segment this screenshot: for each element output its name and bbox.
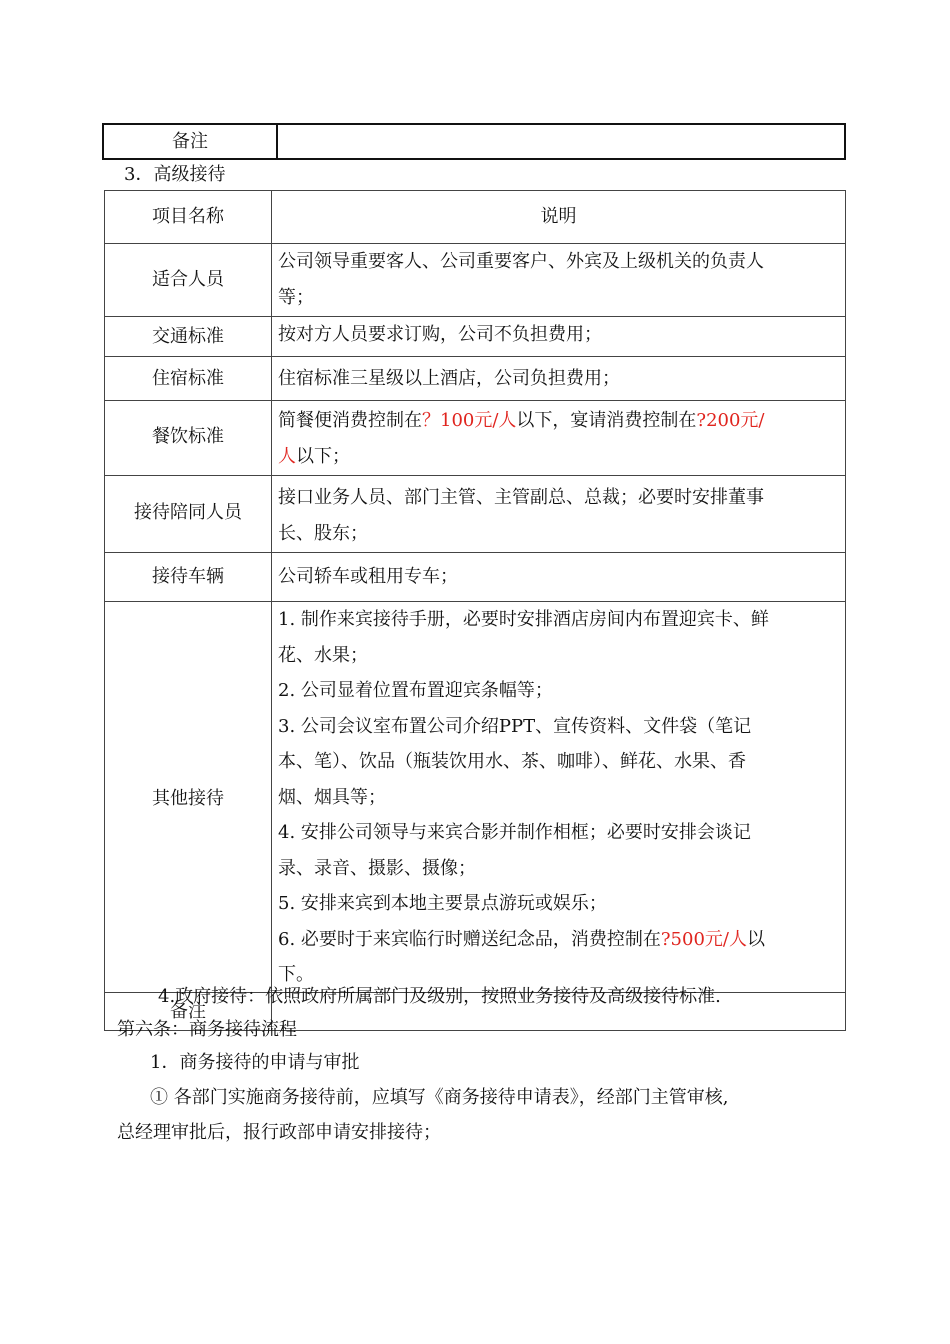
article-six-heading: 第六条：商务接待流程 — [117, 1019, 297, 1040]
price-highlight: ?200元/ — [696, 410, 765, 431]
description-line: 下。 — [278, 964, 314, 985]
description-line: 录、录音、摄影、摄像； — [278, 857, 476, 879]
row-description: 公司轿车或租用专车； — [272, 553, 846, 602]
table-row — [105, 317, 846, 357]
price-highlight: 人 — [278, 446, 296, 467]
description-line: 等； — [278, 287, 314, 308]
description-line — [278, 403, 841, 439]
text-span: 以下； — [296, 446, 350, 467]
description-line: 接口业务人员、部门主管、主管副总、总裁；必要时安排董事 — [278, 487, 764, 508]
paragraph-application-line2: 总经理审批后，报行政部申请安排接待； — [117, 1122, 441, 1143]
description-line: 1. 制作来宾接待手册，必要时安排酒店房间内布置迎宾卡、鲜 — [278, 609, 769, 630]
row-description — [272, 401, 846, 476]
row-name: 交通标准 — [105, 317, 272, 357]
row-name: 其他接待 — [105, 602, 272, 993]
paragraph-application-line1: ① 各部门实施商务接待前，应填写《商务接待申请表》，经部门主管审核, — [150, 1087, 729, 1108]
table-row — [105, 602, 846, 993]
header-item-name: 项目名称 — [105, 191, 272, 244]
description-line: 公司领导重要客人、公司重要客户、外宾及上级机关的负责人 — [278, 251, 764, 272]
row-name: 备注 — [105, 993, 272, 1031]
row-description — [272, 602, 846, 993]
description-line — [278, 922, 841, 958]
remarks-value — [277, 124, 845, 159]
description-line: 2. 公司显着位置布置迎宾条幅等； — [278, 680, 553, 701]
table-row — [105, 401, 846, 476]
description-line — [278, 439, 841, 475]
row-name: 接待车辆 — [105, 553, 272, 602]
section-heading: 3．高级接待 — [124, 164, 226, 185]
row-name: 餐饮标准 — [105, 401, 272, 476]
header-description: 说明 — [272, 191, 846, 244]
row-description — [272, 476, 846, 553]
description-line: 4. 安排公司领导与来宾合影并制作相框；必要时安排会谈记 — [278, 822, 751, 843]
row-description: 住宿标准三星级以上酒店，公司负担费用； — [272, 357, 846, 401]
description-line: 3. 公司会议室布置公司介绍PPT、宣传资料、文件袋（笔记 — [278, 715, 752, 737]
subheading-application-approval: 1．商务接待的申请与审批 — [150, 1052, 360, 1073]
text-span: 6. 必要时于来宾临行时赠送纪念品，消费控制在 — [278, 928, 661, 950]
row-name: 适合人员 — [105, 244, 272, 317]
description-line: 5. 安排来宾到本地主要景点游玩或娱乐； — [278, 893, 607, 914]
row-name: 接待陪同人员 — [105, 476, 272, 553]
table-row — [105, 357, 846, 401]
table-row — [105, 244, 846, 317]
description-line: 本、笔）、饮品（瓶装饮用水、茶、咖啡）、鲜花、水果、香 — [278, 751, 746, 772]
text-span: 以 — [746, 928, 765, 950]
table-row — [105, 476, 846, 553]
description-line: 长、股东； — [278, 523, 368, 544]
text-span: 简餐便消费控制在 — [278, 410, 422, 431]
table-row — [105, 553, 846, 602]
remarks-label: 备注 — [103, 124, 277, 159]
price-highlight: ？100元/人 — [422, 410, 517, 431]
text-span: 以下，宴请消费控制在 — [516, 410, 697, 431]
price-highlight: ?500元/人 — [660, 928, 747, 950]
senior-reception-table — [104, 190, 846, 1031]
row-description: 按对方人员要求订购，公司不负担费用； — [272, 317, 846, 357]
remarks-table-top — [102, 123, 846, 160]
row-name: 住宿标准 — [105, 357, 272, 401]
description-line: 烟、烟具等； — [278, 786, 386, 808]
row-description — [272, 244, 846, 317]
paragraph-government-reception: 4.政府接待：依照政府所属部门及级别，按照业务接待及高级接待标准. — [158, 986, 721, 1007]
description-line: 花、水果； — [278, 644, 368, 666]
